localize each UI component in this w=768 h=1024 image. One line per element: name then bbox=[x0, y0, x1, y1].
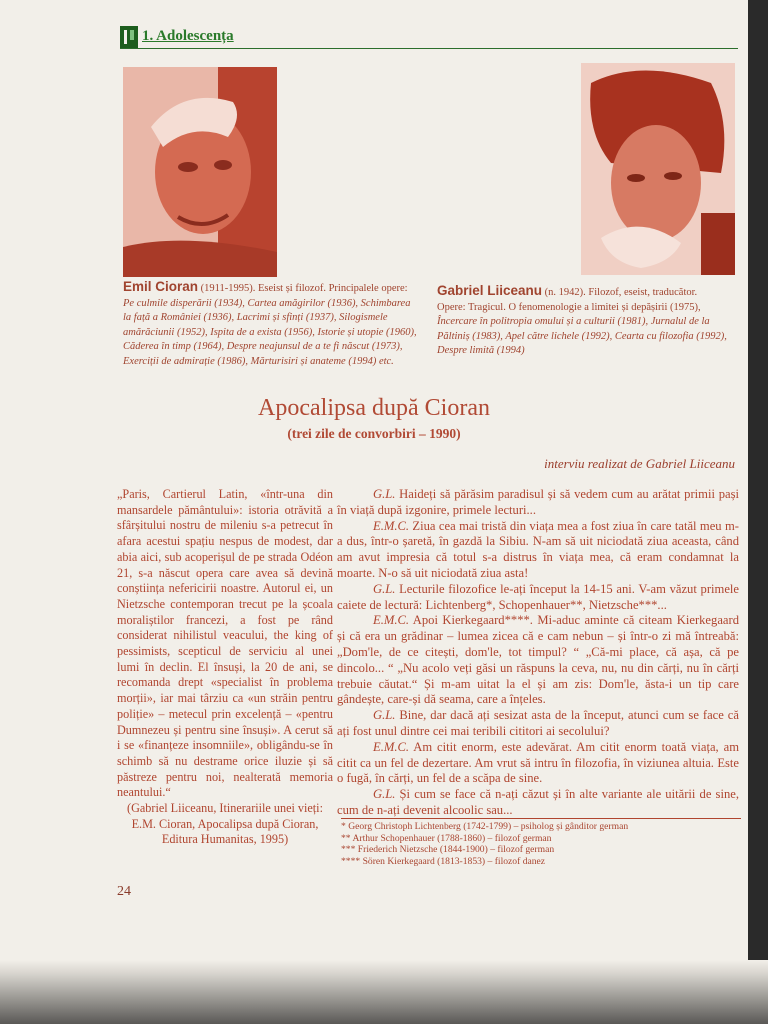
cioran-caption: Emil Cioran (1911-1995). Eseist și filozof. Principalele opere: Pe culmile disperării (1934), Cartea amăgirilor (1936), Schimbarea la față a României (1936), Lacrimi și sfinți (1937), Silogismele amărăciunii (1952), Ispita de a exista (1956), Istorie și utopie (1960), Căderea în timp (1964), Despre neajunsul de a te fi născut (1973), Exerciții de admirație (1986), Mărturisiri și anateme (1994) etc. bbox=[123, 279, 417, 367]
article-byline: interviu realizat de Gabriel Liiceanu bbox=[544, 456, 735, 471]
liiceanu-caption: Gabriel Liiceanu (n. 1942). Filozof, eseist, traducător. Opere: Tragicul. O fenomenologie a limitei și depășirii (1975), Încercare în politropia omului și a culturii (1981), Jurnalul de la Păltiniș (1983), Apel către lichele (1992), Cearta cu filozofia (1992), Despre limită (1994) bbox=[437, 283, 727, 356]
dialogue-paragraph: E.M.C. Ziua cea mai tristă din viața mea a fost ziua în care tatăl meu m-a dus, într-o șaretă, în gazdă la Sibiu. N-am să uit niciodată ziua aceasta, când am avut impresia că totul s-a distrus în viața mea, că eram condamnat la moarte. N-o să uit niciodată ziua asta! bbox=[337, 518, 739, 580]
dialogue-paragraph: G.L. Lecturile filozofice le-ați început la 14-15 ani. V-am văzut primele caiete de lectură: Lichtenberg*, Schopenhauer**, Nietzsche***... bbox=[337, 581, 739, 612]
section-header bbox=[120, 26, 738, 49]
article-subtitle: (trei zile de convorbiri – 1990) bbox=[287, 426, 461, 441]
section-title: 1. Adolescența bbox=[142, 28, 234, 44]
dialogue-paragraph: G.L. Bine, dar dacă ați sesizat asta de la început, atunci cum se face că ați fost unul dintre cei mai teribili cititori ai secolului? bbox=[337, 708, 739, 738]
footnote: * Georg Christoph Lichtenberg (1742-1799) – psiholog și gânditor german bbox=[341, 821, 629, 832]
dialogue-paragraph: G.L. Și cum se face că n-ați căzut și în alte variante ale uitării de sine, cum de n-ați devenit alcoolic sau... bbox=[337, 787, 739, 817]
intro-quote: „Paris, Cartierul Latin, «într-una din mansardele pământului»: istoria otrăvită a sfârșitului nostru de mileniu s-a petrecut în afara acestui spațiu nespus de modest, dar abia aici, sub acoperișul de pe strada Odéon 21, s-a născut opera care avea să devină conștiința nefericirii noastre. Autorul ei, un Nietzsche contemporan trecut pe la școala moraliștilor francezi, a fost pe rând considerat nihilistul veacului, the king of pessimists, scepticul de serviciu al unei lumi în declin. El însuși, la 20 de ani, se recomanda drept «specialist în problema morții», iar mai târziu ca «un străin pentru poliție» – metecul prin excelență – «pentru Dumnezeu și pentru sine însuși». A cerut să i se «finanțeze insomniile», obligându-se în schimb să nu destrame orice iluzie și să păstreze pentru noi, nealterată memoria neantului.“ bbox=[117, 487, 333, 800]
footnote: **** Sören Kierkegaard (1813-1853) – filozof danez bbox=[341, 855, 546, 867]
cioran-name: Emil Cioran bbox=[123, 279, 199, 294]
book-icon bbox=[120, 26, 138, 48]
cioran-photo bbox=[123, 67, 277, 277]
footnote: ** Arthur Schopenhauer (1788-1860) – filozof german bbox=[341, 832, 552, 844]
liiceanu-name: Gabriel Liiceanu bbox=[437, 283, 543, 298]
intro-quote-source: (Gabriel Liiceanu, Itinerariile unei vieți: E.M. Cioran, Apocalipsa după Cioran, Editura Humanitas, 1995) bbox=[127, 801, 323, 847]
footnote: *** Friederich Nietzsche (1844-1900) – filozof german bbox=[341, 844, 555, 855]
page-edge-shadow bbox=[0, 960, 768, 1024]
dialogue-column bbox=[337, 487, 739, 819]
liiceanu-photo bbox=[581, 63, 735, 275]
dialogue-paragraph: E.M.C. Am citit enorm, este adevărat. Am citit enorm toată viața, am citit ca un fel de dezertare. Am vrut să intru în filozofia, în viziunea altuia. Este o fugă, în cărți, un fel de a scăpa de sine. bbox=[337, 739, 739, 786]
dialogue-paragraph: E.M.C. Apoi Kierkegaard****. Mi-aduc aminte că citeam Kierkegaard și că era un grădinar – lumea zicea că e cam nebun – și într-o zi mă întreabă: „Dom'le, de ce citești, dom'le, tot timpul? “ „Că-mi place, că așa, că pe dincolo... “ „Nu acolo veți găsi un răspuns la ceva, nu, nu din cărți, nu în cărți trebuie căutat.“ Și m-am uitat la el și am zis: Dom'le, ăsta-i un tip care gândește, care-și dă seama, care a înțeles. bbox=[337, 613, 739, 707]
intro-quote-column bbox=[117, 487, 333, 848]
article-title: Apocalipsa după Cioran bbox=[258, 395, 490, 421]
footnotes bbox=[341, 818, 741, 867]
page-number: 24 bbox=[117, 884, 131, 899]
dialogue-paragraph: G.L. Haideți să părăsim paradisul și să vedem cum au arătat primii pași în viață după izgonire, primele lecturi... bbox=[337, 487, 739, 517]
